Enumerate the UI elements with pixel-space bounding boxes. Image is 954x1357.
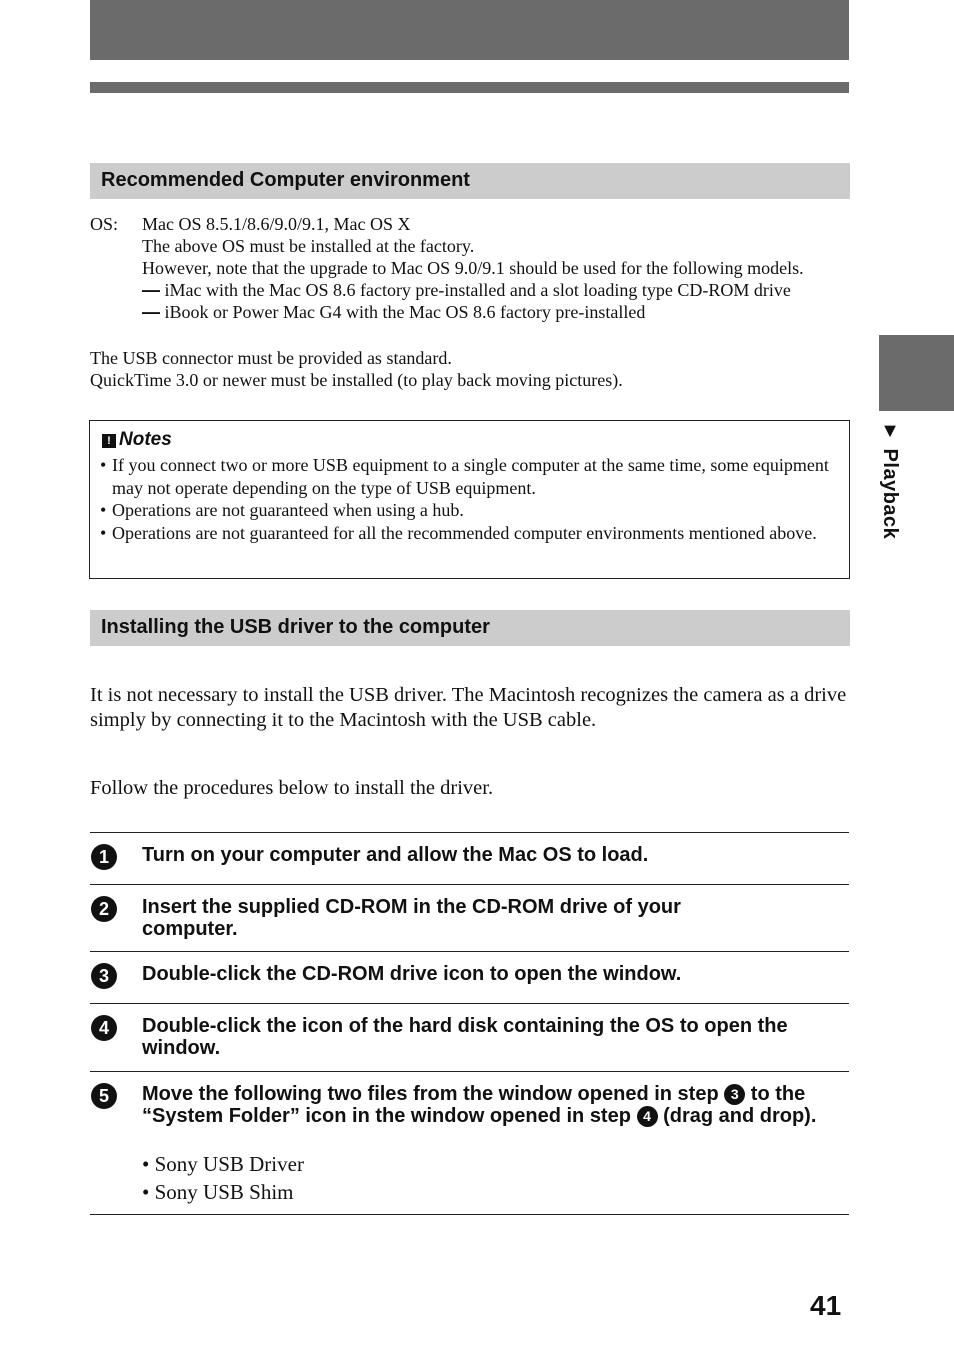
bullet: • bbox=[100, 522, 107, 543]
step-number-1: 1 bbox=[91, 844, 117, 870]
step-2-text: Insert the supplied CD-ROM in the CD-ROM drive of your computer. bbox=[142, 896, 681, 940]
step-divider bbox=[90, 951, 849, 952]
note-item bbox=[100, 454, 840, 499]
step-3-text: Double-click the CD-ROM drive icon to open the window. bbox=[142, 963, 682, 985]
step-ref-3: 3 bbox=[724, 1084, 745, 1105]
dash-mark: — bbox=[142, 280, 160, 300]
dash-item bbox=[142, 301, 854, 323]
notes-heading bbox=[102, 429, 172, 451]
bullet: • bbox=[100, 500, 107, 520]
file-item bbox=[142, 1150, 304, 1178]
notes-list bbox=[100, 454, 840, 544]
requirement-line: QuickTime 3.0 or newer must be installed (to play back moving pictures). bbox=[90, 370, 623, 390]
step-5-text-part: (drag and drop). bbox=[663, 1105, 817, 1127]
step-number-4: 4 bbox=[91, 1015, 117, 1041]
dash-mark: — bbox=[142, 302, 160, 322]
step-5-text bbox=[142, 1083, 852, 1127]
file-list bbox=[142, 1150, 304, 1206]
side-tab-label bbox=[870, 420, 910, 560]
section-title: Recommended Computer environment bbox=[101, 169, 470, 191]
page-number: 41 bbox=[810, 1290, 842, 1321]
procedure-intro: Follow the procedures below to install the driver. bbox=[90, 777, 494, 799]
note-text: If you connect two or more USB equipment to a single computer at the same time, some equipment may not operate depending on the type of USB equipment. bbox=[112, 455, 829, 498]
os-line: However, note that the upgrade to Mac OS 9.0/9.1 should be used for the following models. bbox=[142, 258, 804, 278]
requirement-line: The USB connector must be provided as standard. bbox=[90, 348, 452, 368]
step-ref-4: 4 bbox=[637, 1106, 658, 1127]
step-5-text-part: to the “System Folder” icon in the window opened in step bbox=[142, 1083, 806, 1127]
side-tab-text: ▼ Playback bbox=[879, 420, 901, 540]
note-item bbox=[100, 522, 840, 545]
step-divider bbox=[90, 1071, 849, 1072]
step-1-text: Turn on your computer and allow the Mac OS to load. bbox=[142, 844, 649, 866]
note-text: Operations are not guaranteed when using a hub. bbox=[112, 500, 464, 520]
step-number-3: 3 bbox=[91, 963, 117, 989]
step-divider bbox=[90, 1214, 849, 1215]
section-title: Installing the USB driver to the computer bbox=[101, 616, 490, 638]
section-heading-install-usb-driver bbox=[90, 610, 850, 646]
os-label: OS: bbox=[90, 214, 119, 234]
os-line: Mac OS 8.5.1/8.6/9.0/9.1, Mac OS X bbox=[142, 214, 411, 234]
bullet: • bbox=[142, 1180, 150, 1204]
step-divider bbox=[90, 1003, 849, 1004]
step-divider bbox=[90, 832, 849, 833]
os-requirements bbox=[142, 213, 854, 323]
notes-box bbox=[89, 420, 850, 579]
bullet: • bbox=[142, 1152, 150, 1176]
dash-item-text: iMac with the Mac OS 8.6 factory pre-installed and a slot loading type CD-ROM drive bbox=[164, 280, 791, 300]
header-bar bbox=[90, 0, 849, 60]
side-tab-block bbox=[879, 335, 954, 411]
file-item bbox=[142, 1178, 304, 1206]
note-text: Operations are not guaranteed for all the recommended computer environments mentioned above. bbox=[112, 522, 817, 543]
note-icon: ! bbox=[102, 434, 116, 448]
section-heading-computer-environment bbox=[90, 163, 850, 199]
dash-item-text: iBook or Power Mac G4 with the Mac OS 8.6 factory pre-installed bbox=[164, 302, 646, 322]
additional-requirements bbox=[90, 347, 623, 391]
step-number-5: 5 bbox=[91, 1083, 117, 1109]
step-number-2: 2 bbox=[91, 896, 117, 922]
bullet: • bbox=[100, 455, 107, 475]
step-4-text: Double-click the icon of the hard disk containing the OS to open the window. bbox=[142, 1015, 788, 1059]
note-item bbox=[100, 499, 840, 522]
notes-title: Notes bbox=[119, 429, 172, 450]
step-5-text-part: Move the following two files from the window opened in step bbox=[142, 1083, 719, 1105]
step-divider bbox=[90, 884, 849, 885]
os-line: The above OS must be installed at the factory. bbox=[142, 236, 475, 256]
dash-item bbox=[142, 279, 854, 301]
intro-paragraph: It is not necessary to install the USB driver. The Macintosh recognizes the camera as a drive simply by connecting it to the Macintosh with the USB cable. bbox=[90, 684, 847, 731]
file-name: Sony USB Shim bbox=[154, 1180, 294, 1204]
header-rule bbox=[90, 82, 849, 93]
file-name: Sony USB Driver bbox=[154, 1152, 304, 1176]
